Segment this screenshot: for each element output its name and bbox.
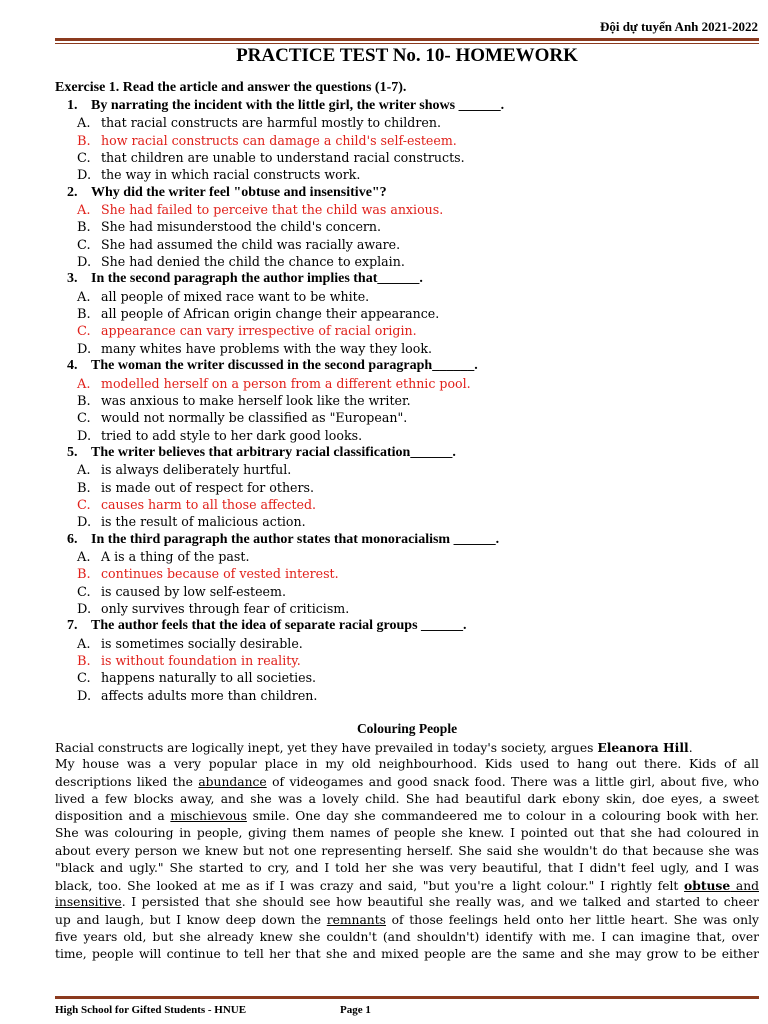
page-title: PRACTICE TEST No. 10- HOMEWORK <box>236 45 578 66</box>
option-letter: C. <box>77 237 91 253</box>
answer-option <box>55 635 759 652</box>
question-number: 4. <box>67 358 78 374</box>
option-text: affects adults more than children. <box>101 687 318 703</box>
answer-option <box>55 479 759 496</box>
option-letter: B. <box>77 307 91 323</box>
option-letter: A. <box>77 463 91 479</box>
question-7 <box>55 617 759 634</box>
question-list <box>55 97 759 704</box>
answer-option-correct <box>55 322 759 339</box>
question-number: 3. <box>67 271 78 287</box>
option-letter: C. <box>77 584 91 600</box>
article-text: of videogames and good snack food. There was a little girl, about five, who <box>266 774 759 789</box>
underlined-word: and <box>730 879 759 893</box>
option-letter: C. <box>77 151 91 167</box>
option-text: only survives through fear of criticism. <box>101 600 350 616</box>
article-line <box>55 894 759 911</box>
article-text: lived a few blocks away, and she was a lovely child. She had beautiful dark ebony skin, doe eyes, a sweet <box>55 791 759 806</box>
option-letter: C. <box>77 497 91 513</box>
option-text: is sometimes socially desirable. <box>101 635 303 651</box>
top-rule <box>55 38 759 41</box>
option-letter: D. <box>77 688 92 704</box>
option-text: would not normally be classified as "European". <box>101 410 408 426</box>
answer-option <box>55 427 759 444</box>
answer-option <box>55 166 759 183</box>
answer-option <box>55 461 759 478</box>
option-letter: A. <box>77 636 91 652</box>
article-line <box>55 756 759 773</box>
answer-option <box>55 687 759 704</box>
underlined-word: mischievous <box>170 809 247 823</box>
article-line <box>55 791 759 808</box>
article-text: five years old, but she already knew she couldn't (and shouldn't) identify with me. I can imagine that, over <box>55 929 759 944</box>
exercise-heading: Exercise 1. Read the article and answer the questions (1-7). <box>55 80 407 95</box>
answer-option <box>55 600 759 617</box>
answer-option <box>55 253 759 270</box>
option-text: all people of African origin change their appearance. <box>101 306 440 322</box>
answer-option <box>55 583 759 600</box>
question-1 <box>55 97 759 114</box>
article-text: "black and ugly." She started to cry, and I told her she was very beautiful, that I didn't feel ugly, and I was <box>55 860 759 875</box>
question-5 <box>55 444 759 461</box>
underlined-word: remnants <box>326 912 386 927</box>
option-text: that children are unable to understand racial constructs. <box>101 150 465 166</box>
question-number: 1. <box>67 98 78 113</box>
option-letter: B. <box>77 133 91 149</box>
option-letter: D. <box>77 168 92 184</box>
question-2 <box>55 184 759 201</box>
article-text: descriptions liked the <box>55 774 199 789</box>
answer-option <box>55 340 759 357</box>
option-text: A is a thing of the past. <box>101 548 250 564</box>
answer-option-correct <box>55 201 759 218</box>
question-number: 6. <box>67 531 78 547</box>
answer-option <box>55 114 759 131</box>
answer-option <box>55 149 759 166</box>
question-number: 7. <box>67 618 78 634</box>
question-text: In the second paragraph the author implies that______. <box>91 271 423 287</box>
team-header: Đội dự tuyển Anh 2021-2022 <box>599 19 758 34</box>
article-text: My house was a very popular place in my old neighbourhood. Kids used to hang out there. Kids of all <box>55 757 759 772</box>
option-letter: D. <box>77 255 92 271</box>
option-text: She had denied the child the chance to explain. <box>101 254 405 270</box>
option-letter: B. <box>77 220 91 236</box>
answer-option <box>55 218 759 235</box>
answer-option <box>55 305 759 322</box>
question-3 <box>55 270 759 287</box>
article-line <box>55 860 759 877</box>
option-text: is always deliberately hurtful. <box>101 462 292 478</box>
option-letter: C. <box>77 324 91 340</box>
question-number: 5. <box>67 444 78 460</box>
article-line <box>55 912 759 929</box>
article-line <box>55 877 759 894</box>
question-text: The writer believes that arbitrary racial classification______. <box>91 444 456 460</box>
option-letter: C. <box>77 671 91 687</box>
question-number: 2. <box>67 184 78 200</box>
article-text: time, people will continue to tell her that she and mixed people are the same and she may grow to be either <box>55 947 759 961</box>
option-text: that racial constructs are harmful mostly to children. <box>101 115 441 131</box>
option-text: is caused by low self-esteem. <box>101 583 286 599</box>
bottom-rule <box>55 996 759 999</box>
option-text: appearance can vary irrespective of racial origin. <box>101 323 417 339</box>
question-text: By narrating the incident with the little girl, the writer shows ______. <box>91 98 505 113</box>
question-text: Why did the writer feel "obtuse and insensitive"? <box>91 184 387 200</box>
article-text: about every person we knew but not one representing herself. She said she wouldn't do that because she was <box>55 843 759 858</box>
article-text: Racial constructs are logically inept, yet they have prevailed in today's society, argues <box>55 741 598 755</box>
question-text: The author feels that the idea of separate racial groups ______. <box>91 618 467 634</box>
emphasized-text: obtuse <box>684 878 731 893</box>
option-text: is without foundation in reality. <box>101 653 301 668</box>
article-line <box>55 843 759 860</box>
article-text: of those feelings held onto her little heart. She was only <box>385 912 759 927</box>
option-letter: D. <box>77 341 92 357</box>
option-letter: D. <box>77 601 92 617</box>
option-letter: A. <box>77 116 91 132</box>
answer-option <box>55 513 759 530</box>
option-letter: A. <box>77 549 91 565</box>
option-letter: B. <box>77 480 91 496</box>
option-text: causes harm to all those affected. <box>101 496 317 512</box>
option-text: how racial constructs can damage a child's self-esteem. <box>101 132 457 148</box>
article-line <box>55 946 759 963</box>
option-text: tried to add style to her dark good looks. <box>101 427 363 443</box>
top-rule-thin <box>55 43 759 44</box>
answer-option-correct <box>55 565 759 582</box>
option-letter: A. <box>77 376 91 392</box>
article-text: . <box>688 741 693 755</box>
answer-option-correct <box>55 652 759 669</box>
question-text: The woman the writer discussed in the second paragraph______. <box>91 358 478 374</box>
article-text: disposition and a <box>55 809 171 823</box>
article-body <box>55 739 759 963</box>
option-letter: D. <box>77 428 92 444</box>
option-text: was anxious to make herself look like the writer. <box>101 392 411 408</box>
option-text: happens naturally to all societies. <box>101 670 317 686</box>
article-text: smile. One day she commandeered me to colour in a colouring book with her. <box>246 809 759 823</box>
article-text: She was colouring in people, giving them names of people she knew. I pointed out that she had coloured in <box>55 826 759 841</box>
option-text: She had failed to perceive that the child was anxious. <box>101 202 444 218</box>
article-line <box>55 774 759 791</box>
option-text: She had misunderstood the child's concern. <box>101 219 382 235</box>
answer-option <box>55 409 759 426</box>
option-text: is the result of malicious action. <box>101 514 306 530</box>
article-line <box>55 739 759 756</box>
underlined-word: abundance <box>198 774 267 789</box>
article-title: Colouring People <box>356 721 458 736</box>
option-letter: B. <box>77 393 91 409</box>
answer-option-correct <box>55 132 759 149</box>
answer-option <box>55 236 759 253</box>
article-text: . I persisted that she should see how beautiful she really was, and we talked and started to cheer <box>121 895 759 910</box>
underlined-word: insensitive <box>55 895 122 910</box>
option-text: many whites have problems with the way they look. <box>101 340 432 356</box>
answer-option <box>55 392 759 409</box>
option-text: the way in which racial constructs work. <box>101 167 361 183</box>
option-letter: C. <box>77 411 91 427</box>
article-text: up and laugh, but I know deep down the <box>55 912 327 927</box>
option-text: all people of mixed race want to be white. <box>101 288 370 304</box>
question-text: In the third paragraph the author states that monoracialism ______. <box>91 531 500 547</box>
footer-school: High School for Gifted Students - HNUE <box>55 1004 247 1016</box>
option-letter: B. <box>77 567 91 583</box>
question-6 <box>55 531 759 548</box>
answer-option-correct <box>55 375 759 392</box>
option-letter: A. <box>77 203 91 219</box>
option-letter: B. <box>77 654 91 669</box>
answer-option-correct <box>55 496 759 513</box>
option-text: She had assumed the child was racially aware. <box>101 236 401 252</box>
option-text: modelled herself on a person from a different ethnic pool. <box>101 375 471 391</box>
option-letter: A. <box>77 289 91 305</box>
answer-option <box>55 288 759 305</box>
option-letter: D. <box>77 515 92 531</box>
answer-option <box>55 548 759 565</box>
article-text: black, too. She looked at me as if I was crazy and said, "but you're a light colour." I rightly felt <box>55 879 685 893</box>
article-line <box>55 808 759 825</box>
footer-page-number: Page 1 <box>340 1004 371 1016</box>
question-4 <box>55 357 759 374</box>
option-text: is made out of respect for others. <box>101 479 314 495</box>
answer-option <box>55 669 759 686</box>
option-text: continues because of vested interest. <box>101 566 339 582</box>
article-line <box>55 929 759 946</box>
article-line <box>55 825 759 842</box>
emphasized-text: Eleanora Hill <box>597 740 689 755</box>
